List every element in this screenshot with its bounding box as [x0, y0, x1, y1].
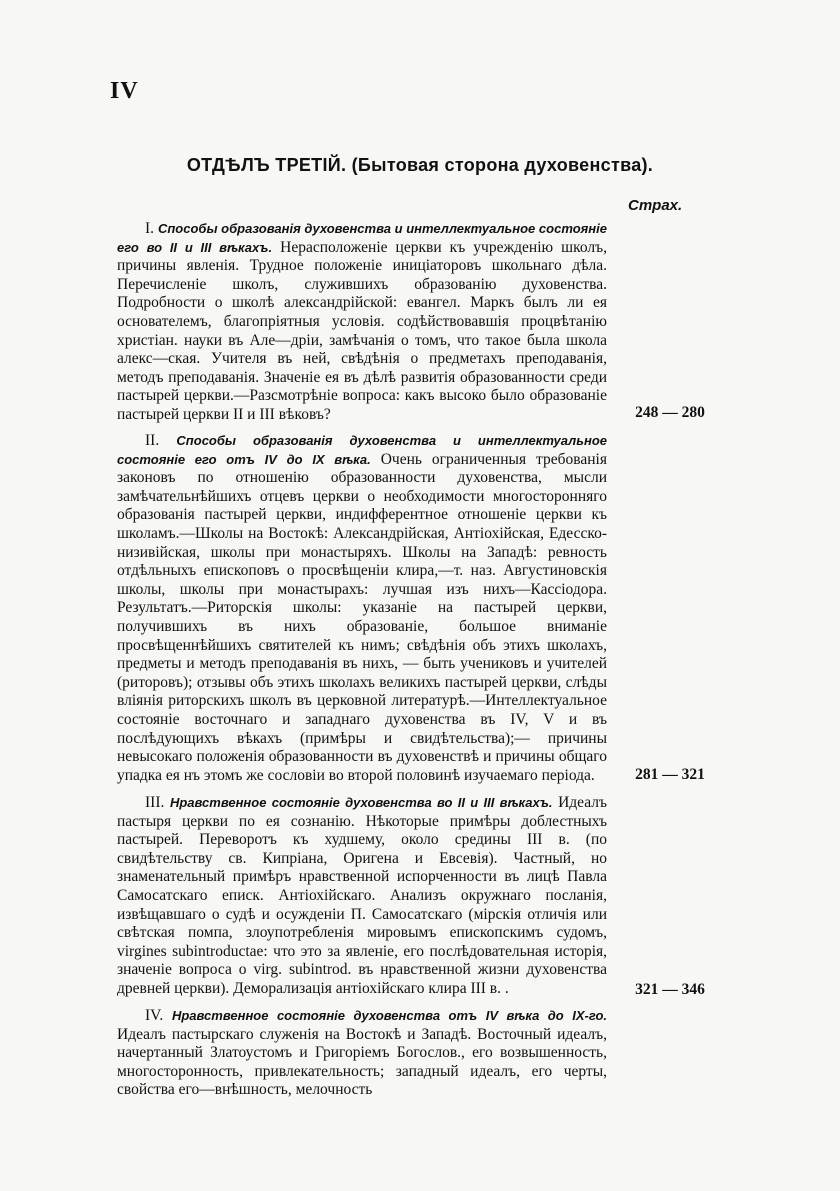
- entry-heading: Нравственное состояніе духовенства отъ IV вѣка до IX-го.: [171, 1008, 607, 1023]
- entry-body: Очень ограниченныя требованія законовъ по отношенію образованности духовенства, мысли замѣчательнѣйшихъ отцевъ церкви о необходимости многосторонняго образованія пастырей церкви, индифферентное отношеніе церкви къ школамъ.—Школы на Востокѣ: Александрійская, Антіохійская, Едесско-низивійская, школы при монастыряхъ. Школы на Западѣ: ревность отдѣльныхъ епископовъ о просвѣщеніи клира,—т. наз. Августиновскія школы, школы при монастырахъ: лучшая изъ нихъ—Кассіодора. Результатъ.—Риторскія школы: указаніе на пастырей церкви, получившихъ въ нихъ образованіе, большое вниманіе просвѣщеннѣйшихъ святителей къ нимъ; свѣдѣнія объ этихъ школахъ, предметы и методъ преподаванія въ нихъ, — быть учениковъ и учителей (риторовъ); отзывы объ этихъ школахъ великихъ пастырей церкви, слѣды вліянія риторскихъ школъ въ церковной литературѣ.—Интеллектуальное состояніе восточнаго и западнаго духовенства въ IV, V и въ послѣдующихъ вѣкахъ (примѣры и свидѣтельства);— причины невысокаго положенія образованности въ духовенствѣ и причины общаго упадка ея нъ этомъ же сословіи во второй половинѣ изучаемаго періода.: [117, 450, 607, 784]
- entry-page-range: 281 — 321: [635, 766, 705, 783]
- entry-numeral: III.: [145, 794, 165, 811]
- entry-body: Нерасположеніе церкви къ учрежденію школъ, причины явленія. Трудное положеніе иниціаторовъ школьнаго дѣла. Перечисленіе школъ, служившихъ образованію духовенства. Подробности о школѣ александрійской: евангел. Маркъ былъ ли ея основателемъ, благопріятныя условія. содѣйствовавшія процвѣтанію христіан. науки въ Але—дріи, замѣчанія о томъ, что такое была школа алекс—ская. Учителя въ ней, свѣдѣнія о предметахъ преподаванія, методъ преподаванія. Значеніе ея въ дѣлѣ развитія образованности среди пастырей церкви.—Разсмотрѣніе вопроса: какъ высоко было образованіе пастырей церкви II и III вѣковъ?: [117, 238, 608, 423]
- toc-entry-4: [117, 1007, 607, 1100]
- entry-body: Идеалъ пастыря церкви по ея сознанію. Нѣкоторые примѣры доблестныхъ пастырей. Переворотъ къ худшему, около средины III в. (по свидѣтельству св. Кипріана, Оригена и Евсевія). Частный, но знаменательный примѣръ нравственной испорченности въ лицѣ Павла Самосатскаго еписк. Антіохійскаго. Анализъ окружнаго посланія, извѣщавшаго о судѣ и осужденіи П. Самосатскаго (мірскія отличія или свѣтская помпа, злоупотребленія мировымъ епископскимъ судомъ, virgines subintroductae: что это за явленіе, его послѣдовательная исторія, значеніе вопроса о virg. subintrod. въ нравственной жизни духовенства древней церкви). Деморализація антіохійскаго клира III в. .: [117, 794, 607, 997]
- entry-numeral: IV.: [145, 1007, 164, 1024]
- section-title: ОТДѢЛЪ ТРЕТІЙ. (Бытовая сторона духовенства).: [186, 155, 654, 175]
- entry-body: Идеалъ пастырскаго служенія на Востокѣ и Западѣ. Восточный идеалъ, начертанный Златоустомъ и Григоріемъ Богослов., его возвышенность, многосторонность, привлекательность; западный идеалъ, его черты, свойства его—внѣшность, мелочность: [117, 1025, 607, 1099]
- pages-column-header: Страх.: [628, 197, 683, 214]
- page-number: IV: [110, 78, 139, 104]
- entry-text: [117, 220, 607, 425]
- entry-heading: Нравственное состояніе духовенства во II и III вѣкахъ.: [169, 795, 553, 810]
- toc-entry-2: [117, 432, 607, 785]
- entry-page-range: 321 — 346: [635, 981, 705, 998]
- entry-heading: Способы образованія духовенства и интеллектуальное состояніе его во II и III вѣкахъ.: [117, 221, 608, 255]
- entry-text: [117, 432, 607, 785]
- entry-heading: Способы образованія духовенства и интеллектуальное состояніе его отъ IV до IX вѣка.: [117, 433, 608, 467]
- toc-entry-1: [117, 220, 607, 425]
- entry-numeral: I.: [145, 220, 155, 237]
- entry-text: [117, 1007, 607, 1100]
- toc-entry-3: [117, 794, 607, 999]
- entry-text: [117, 794, 607, 999]
- entry-numeral: II.: [145, 432, 160, 449]
- entry-page-range: 248 — 280: [635, 404, 705, 421]
